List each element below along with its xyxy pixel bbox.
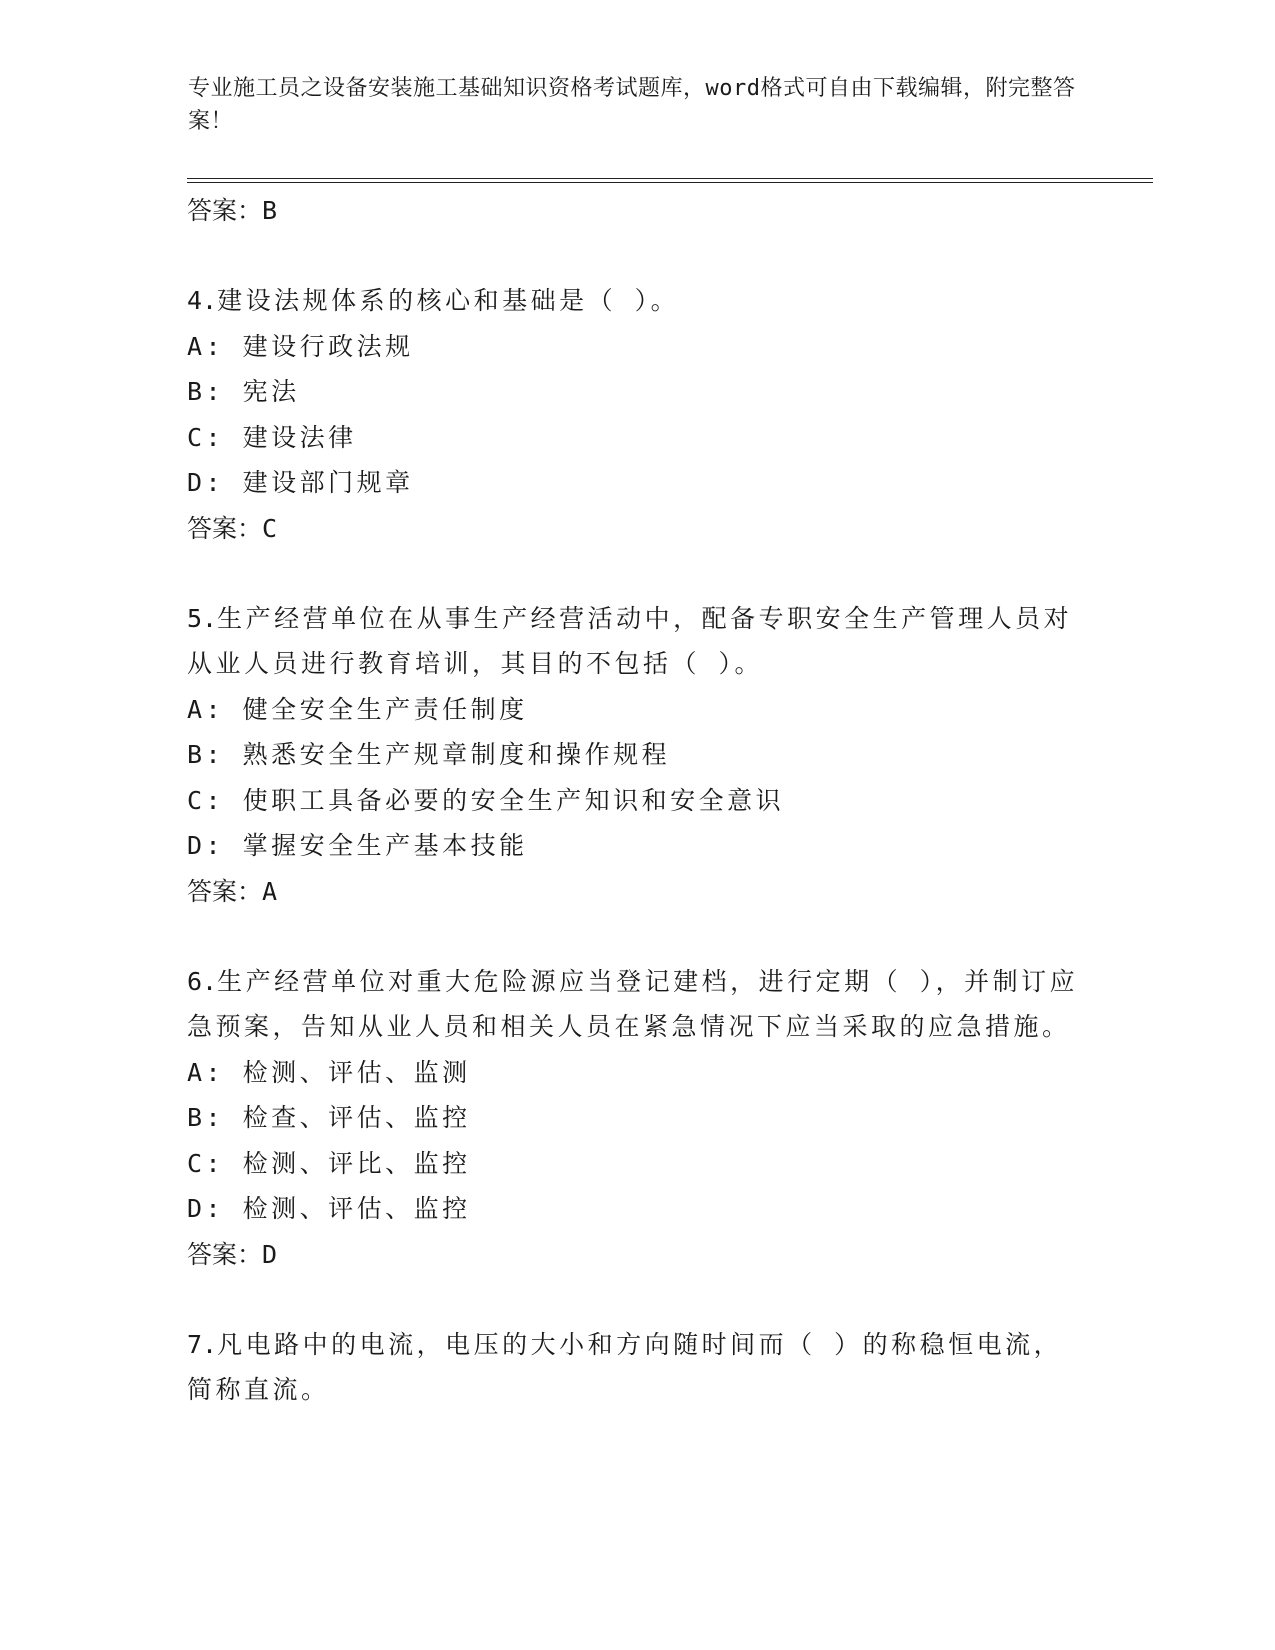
answer-line: 答案：B: [187, 196, 278, 225]
answer-value: D: [262, 1239, 278, 1269]
answer-value: B: [262, 196, 278, 225]
header-text: 专业施工员之设备安装施工基础知识资格考试题库，word格式可自由下载编辑，附完整答案！: [188, 76, 1076, 134]
question-text: 4.建设法规体系的核心和基础是（ ）。: [187, 286, 680, 315]
question-number: 7.: [187, 1329, 218, 1359]
option-a: A: 健全安全生产责任制度: [187, 694, 528, 724]
option-b: B: 宪法: [187, 377, 300, 406]
answer-line: 答案：C: [187, 513, 278, 543]
answer-line: 答案：D: [187, 1239, 278, 1269]
question-number: 4.: [187, 286, 218, 315]
question-number: 6.: [187, 966, 218, 996]
option-a: A: 建设行政法规: [187, 331, 414, 361]
option-d: D: 检测、评估、监控: [187, 1194, 471, 1223]
question-4: [187, 278, 1087, 552]
option-b: B: 熟悉安全生产规章制度和操作规程: [187, 740, 671, 769]
question-list: [187, 188, 1087, 1413]
question-number: 5.: [187, 603, 218, 633]
question-6: [187, 959, 1087, 1278]
answer-value: A: [262, 876, 278, 906]
document-header: [188, 72, 1088, 138]
question-text: 7.凡电路中的电流，电压的大小和方向随时间而（ ）的称稳恒电流，简称直流。: [187, 1329, 1063, 1404]
question-text: 5.生产经营单位在从事生产经营活动中，配备专职安全生产管理人员对从业人员进行教育培训，其目的不包括（ ）。: [187, 603, 1073, 678]
option-b: B: 检查、评估、监控: [187, 1103, 471, 1132]
option-a: A: 检测、评估、监测: [187, 1057, 471, 1087]
answer-line: 答案：A: [187, 876, 278, 906]
option-d: D: 建设部门规章: [187, 468, 414, 497]
option-c: C: 检测、评比、监控: [187, 1148, 471, 1178]
question-7: [187, 1322, 1087, 1413]
question-text: 6.生产经营单位对重大危险源应当登记建档，进行定期（ ），并制订应急预案，告知从业人员和相关人员在紧急情况下应当采取的应急措施。: [187, 966, 1079, 1041]
answer-value: C: [262, 513, 278, 543]
question-5: [187, 596, 1087, 915]
option-c: C: 使职工具备必要的安全生产知识和安全意识: [187, 785, 785, 815]
option-d: D: 掌握安全生产基本技能: [187, 831, 528, 860]
header-divider-top: [187, 178, 1153, 179]
header-divider-bottom: [187, 182, 1153, 183]
option-c: C: 建设法律: [187, 422, 357, 452]
